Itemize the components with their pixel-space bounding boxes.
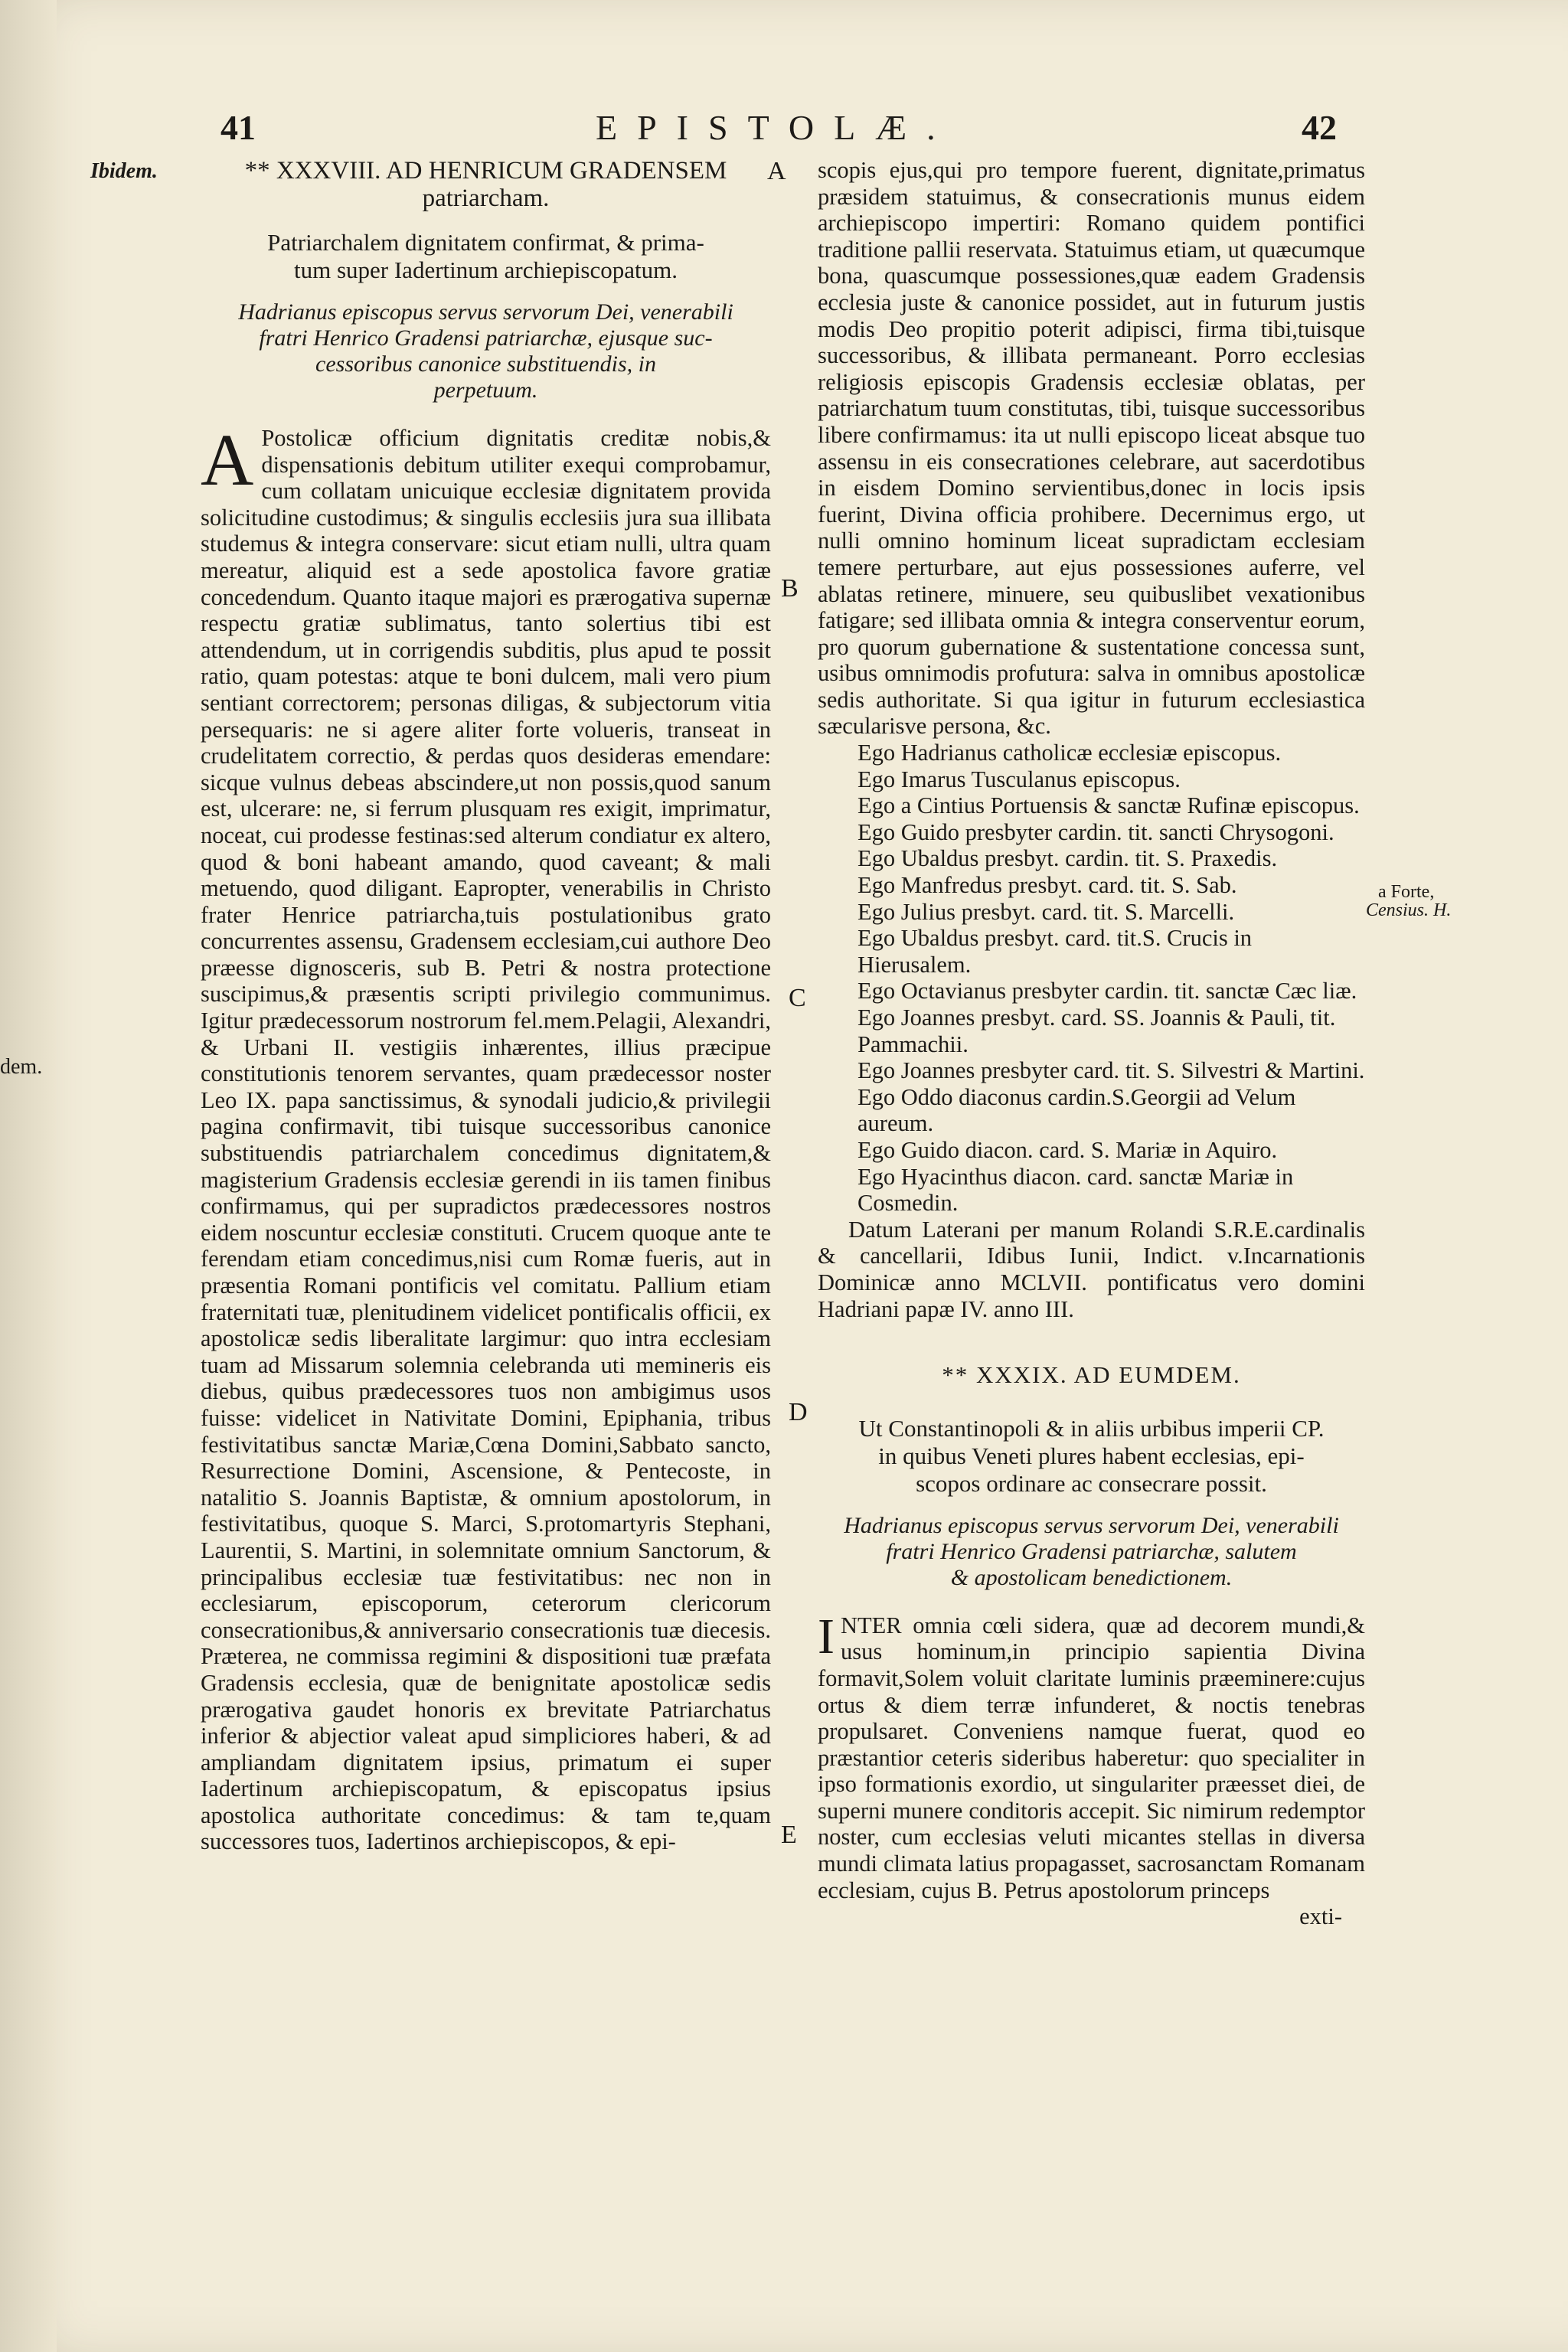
binding-gutter — [0, 0, 57, 2352]
section-letter-b: B — [781, 574, 799, 603]
signature-line: Ego Guido presbyter cardin. tit. sancti Chrysogoni. — [858, 818, 1334, 845]
signature-line: Ego Hadrianus catholicæ ecclesiæ episcopus. — [858, 740, 1282, 766]
signature-line: Ego Hyacinthus diacon. card. sanctæ Mariæ in Cosmedin. — [858, 1163, 1294, 1217]
left-page-number: 41 — [220, 108, 256, 147]
margin-note-forte: a Forte, — [1378, 882, 1435, 902]
margin-note-ibidem: Ibidem. — [90, 159, 158, 183]
dating-clause: Datum Laterani per manum Rolandi S.R.E.cardinalis & cancellarii, Idibus Iunii, Indict. v.Incarnationis Dominicæ anno MCLVII. pontificatus vero domini Hadriani papæ IV. anno III. — [818, 1216, 1365, 1322]
epistle-39-summary: Ut Constantinopoli & in aliis urbibus imperii CP. in quibus Veneti plures habent ecclesias, epi- scopos ordinare ac consecrare possit. — [858, 1414, 1325, 1497]
section-letter-d: D — [789, 1398, 808, 1426]
epistle-38-summary: Patriarchalem dignitatem confirmat, & prima- tum super Iadertinum archiepiscopatum. — [267, 229, 704, 283]
epistle-39-salutation: Hadrianus episcopus servus servorum Dei, venerabili fratri Henrico Gradensi patriarchæ, salutem & apostolicam benedictionem. — [844, 1512, 1339, 1590]
epistle-38-body-left: A Postolicæ officium dignitatis creditæ nobis,& dispensationis debitum utiliter exequi comprobamur, cum collatam unicuique ecclesiæ dignitatem provida solicitudine custodimus; & singulis ecclesiis jura sua illibata studemus & integra conservare: sicut etiam nulli, ultra quam mereatur, aliquid est a sede apostolica favore gratiæ concedendum. Quanto itaque majori es prærogativa supernæ respectu gratiæ sublimatus, tanto solertius tibi est attendendum, ut in corrigendis subditis, plus apud te possit ratio, quam potestas: atque te boni dulcem, mali vero pium sentiant correctorem; personas diligas, & subjectorum vitia persequaris: ne si agere aliter forte volueris, transeat in crudelitatem correctio, & perdas quos desideras emendare: sicque vulnus debeas abscindere,ut non possis,quod sanum est, ulcerare: ne, si ferrum plusquam res exigit, imprimatur, noceat, cui prodesse festinas:sed alterum condiatur ex altero, quod & boni habeant amando, quod caveant; & mali metuendo, quod diligant. Eapropter, venerabilis in Christo frater Henrice patriarcha,tuis postulationibus grato concurrentes assensu, Gradensem ecclesiam,cui authore Deo præesse dignosceris, sub B. Petri & nostra protectione suscipimus,& præsentis scripti privilegio communimus. Igitur prædecessorum nostrorum fel.mem.Pelagii, Alexandri, & Urbani II. vestigiis inhærentes, illius præcipue constitutionis tenorem servantes, quam prædecessor noster Leo IX. papa sanctissimus, & synodali judicio,& privilegii pagina confirmavit, tibi tuisque successoribus canonice substituendis patriarchalem concedimus dignitatem,& magisterium Gradensis ecclesiæ gerendi in iis tamen finibus confirmamus, qui per supradictos prædecessores nostros eidem noscuntur ecclesiæ constituti. Crucem quoque ante te ferendam etiam concedimus,nisi cum Romæ fueris, aut in præsentia Romani pontificis vel comitatu. Pallium etiam fraternitati tuæ, plenitudinem videlicet pontificalis officii, ex apostolicæ sedis liberalitate largimur: quo intra ecclesiam tuam ad Missarum solemnia celebranda uti memineris eis diebus, quibus prædecessores tuos non ambigimus usos fuisse: videlicet in Nativitate Domini, Epiphania, tribus festivitatibus sanctæ Mariæ,Cœna Domini,Sabbato sancto, Resurrectione Domini, Ascensione, & Pentecoste, in natalitio S. Joannis Baptistæ, & omnium apostolorum, in festivitatibus, quoque S. Marci, S.protomartyris Stephani, Laurentii, S. Martini, in solemnitate omnium Sanctorum, & principalibus ecclesiæ tuæ festivitatibus: nec non in ecclesiarum, episcoporum, ceterorum clericorum consecrationibus,& anniversario consecrationis tuæ diecesis. Præterea, ne commissa regimini & dispositioni tuæ præfata Gradensis ecclesia, quæ de benignitate apostolicæ sedis prærogativa gaudet honoris ex brevitate Patriarchatus inferior & abjectior valeat apud simpliciores haberi, & ad ampliandam dignitatem ipsius, primatum ei super Iadertinum archiepiscopatum, & episcopatus ipsius apostolica authoritate concedimus: & tam te,quam successores tuos, Iadertinos archiepiscopos, & epi- — [201, 419, 771, 1855]
section-letter-c: C — [789, 984, 806, 1012]
signature-line: Ego Manfredus presbyt. card. tit. S. Sab. — [858, 872, 1237, 899]
signature-line: Ego Ubaldus presbyt. card. tit.S. Crucis in Hierusalem. — [858, 925, 1253, 978]
margin-note-dem: dem. — [0, 1055, 43, 1079]
section-letter-e: E — [781, 1821, 797, 1849]
margin-note-census: Censius. H. — [1366, 900, 1452, 920]
signature-line: Ego Imarus Tusculanus episcopus. — [858, 766, 1181, 792]
left-column — [201, 157, 771, 1855]
signature-line: Ego a Cintius Portuensis & sanctæ Rufinæ episcopus. — [858, 792, 1360, 819]
signature-line: Ego Joannes presbyt. card. SS. Joannis & Pauli, tit. Pammachii. — [858, 1004, 1336, 1057]
signature-line: Ego Julius presbyt. card. tit. S. Marcelli. — [858, 898, 1235, 925]
epistle-38-title: ** XXXVIII. AD HENRICUM GRADENSEM patriarcham. — [244, 157, 727, 212]
epistle-39-body: INTER omnia cœli sidera, quæ ad decorem mundi,& usus hominum,in principio sapientia Divina formavit,Solem voluit claritate luminis præeminere:cujus ortus & diem terræ infunderet, & noctis tenebras propulsaret. Conveniens namque fuerat, quod eo præstantior ceteris sideribus haberetur: quo specialiter in ipso formationis exordio, ut singulariter præesset diei, de superni munere conditoris accepit. Sic nimirum redemptor noster, cum ecclesias veluti micantes stellas in diversa mundi climata latius propagasset, sacrosanctam Romanam ecclesiam, cujus B. Petrus apostolorum princeps — [818, 1608, 1365, 1903]
signature-line: Ego Ubaldus presbyt. cardin. tit. S. Praxedis. — [858, 845, 1278, 872]
signature-line: Ego Joannes presbyter card. tit. S. Silvestri & Martini. — [858, 1057, 1365, 1084]
drop-cap-i: I — [818, 1608, 835, 1664]
epistle-38-body-right: scopis ejus,qui pro tempore fuerent, dignitate,primatus præsidem statuimus, & consecrationis munus eidem archiepiscopo impertiri: Romano quidem pontifici traditione pallii reservata. Statuimus etiam, ut quæcumque bona, quascumque possessiones,quæ eadem Gradensis ecclesia juste & canonice possidet, aut in futurum justis modis Deo propitio poterit adipisci, firma tibi,tuisque successoribus, & illibata permaneant. Porro ecclesias religiosis episcopis Gradensis ecclesiæ oblatas, per patriarchatum tuum constitutas, tibi, tuisque successoribus libere confirmamus: ita ut nulli episcopo liceat absque tuo assensu in eis consecrationes celebrare, aut sacerdotibus in eisdem Domino servientibus,donec in locis ipsis fuerint, Divina officia prohibere. Decernimus ergo, ut nulli omnino hominum liceat supradictam ecclesiam temere perturbare, aut ejus possessiones auferre, vel ablatas retinere, minuere, seu quibuslibet vexationibus fatigare; sed illibata omnia & integra conserventur eorum, pro quorum gubernatione & sustentatione concessa sunt, usibus omnimodis profutura: salva in omnibus apostolicæ sedis authoritate. Si qua igitur in futurum ecclesiastica sæcularisve persona, &c. — [818, 157, 1365, 740]
section-letter-a: A — [767, 157, 786, 185]
signature-line: Ego Guido diacon. card. S. Mariæ in Aquiro. — [858, 1136, 1278, 1163]
epistle-38-salutation: Hadrianus episcopus servus servorum Dei, venerabili fratri Henrico Gradensi patriarchæ, ejusque suc- cessoribus canonice substituendis, in perpetuum. — [238, 299, 733, 403]
signature-line: Ego Oddo diaconus cardin.S.Georgii ad Velum aureum. — [858, 1083, 1296, 1137]
catchword: exti- — [1299, 1903, 1342, 1930]
right-page-number: 42 — [1302, 108, 1337, 147]
signature-list — [818, 740, 1365, 1217]
drop-cap-a: A — [201, 419, 254, 501]
epistle-39-title: ** XXXIX. AD EUMDEM. — [942, 1361, 1241, 1389]
right-column — [818, 157, 1365, 1930]
signature-line: Ego Octavianus presbyter cardin. tit. sanctæ Cæc liæ. — [858, 978, 1357, 1004]
running-title: EPISTOLÆ. — [596, 108, 956, 147]
